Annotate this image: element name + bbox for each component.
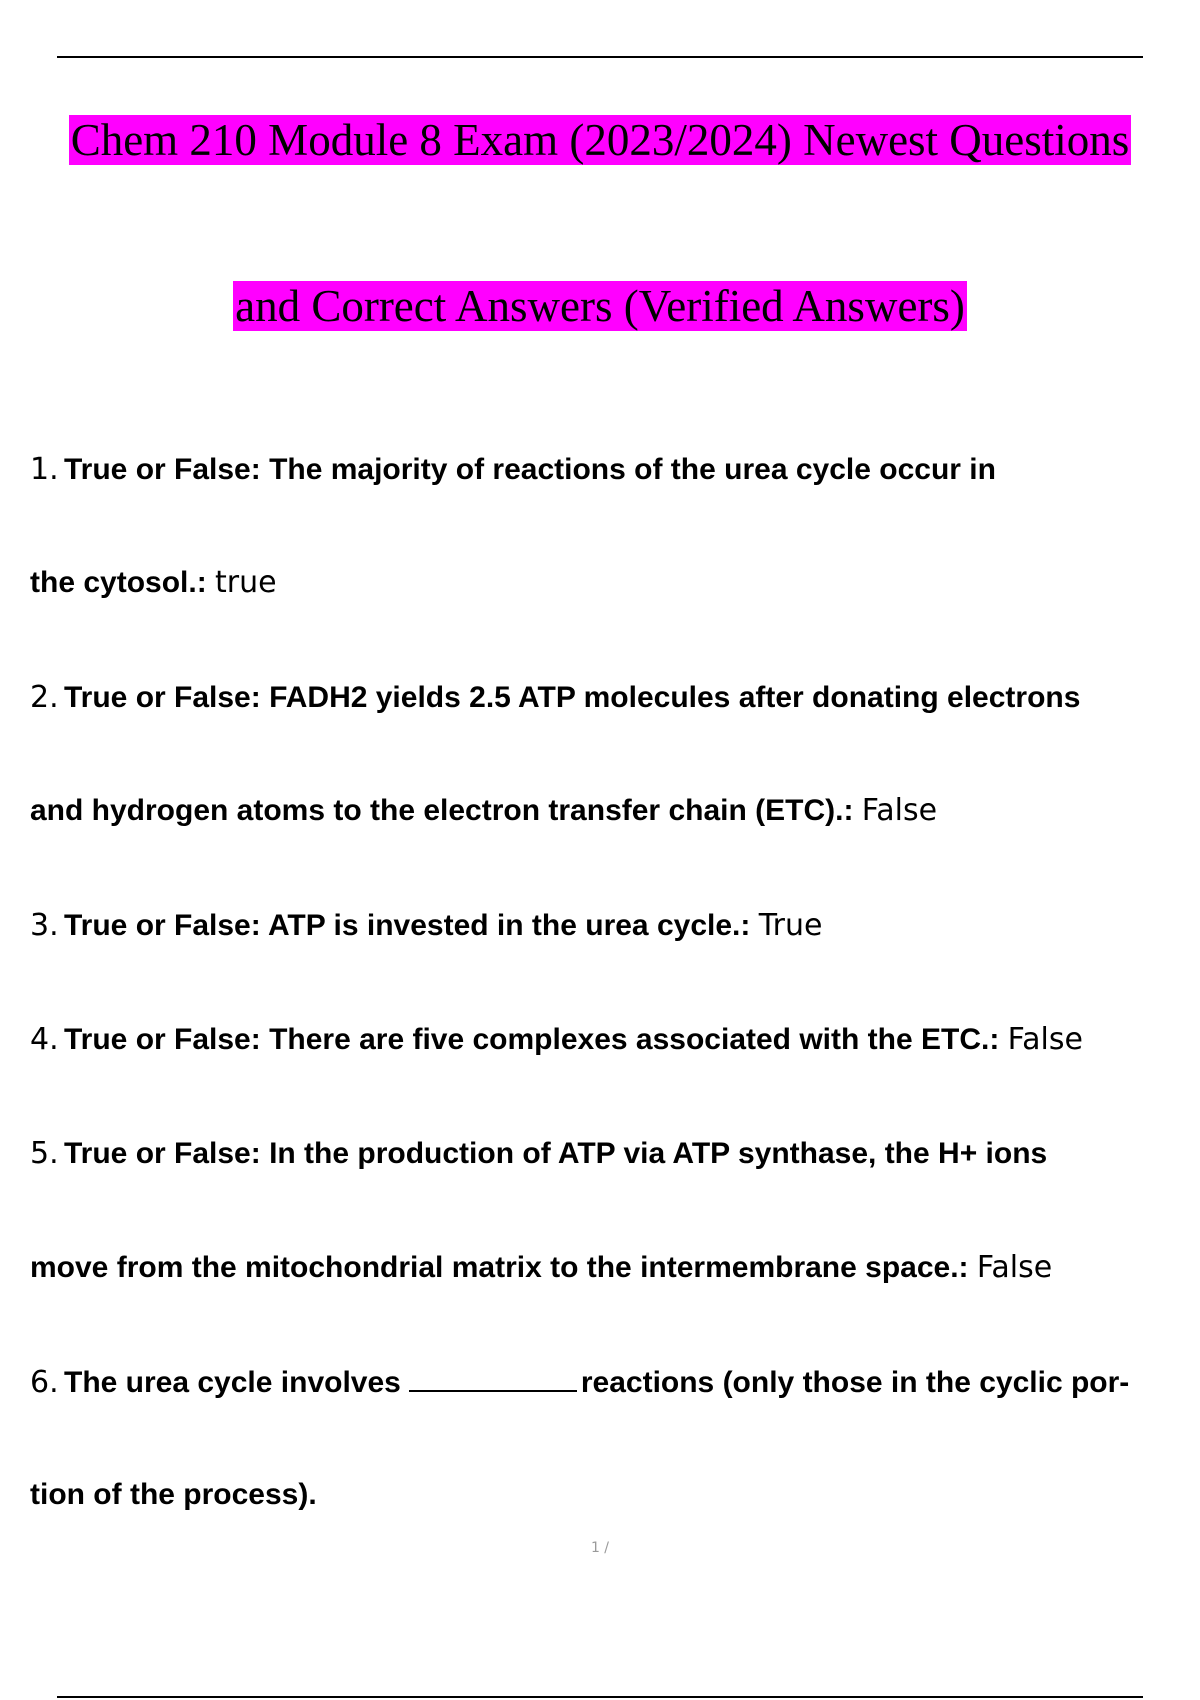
title-highlight-2: and Correct Answers (Verified Answers) <box>235 281 965 331</box>
question-6-line-1 <box>30 1362 1195 1403</box>
question-5-text-continued: move from the mitochondrial matrix to the intermembrane space.: <box>30 1251 969 1284</box>
question-6-line-2 <box>30 1475 1195 1515</box>
question-3-number: 3. <box>30 908 59 943</box>
question-6-text-continued: tion of the process). <box>30 1478 317 1511</box>
question-2-answer: False <box>861 793 938 828</box>
question-5-number: 5. <box>30 1136 59 1171</box>
question-4-text: True or False: There are five complexes associated with the ETC.: <box>64 1023 1000 1056</box>
question-2-text-continued: and hydrogen atoms to the electron transfer chain (ETC).: <box>30 794 854 827</box>
question-1-number: 1. <box>30 452 59 487</box>
question-6-number: 6. <box>30 1365 59 1400</box>
question-1-answer: true <box>215 565 277 600</box>
question-3-line-1 <box>30 906 1195 946</box>
question-6-text-after-blank: reactions (only those in the cyclic por- <box>580 1366 1130 1399</box>
question-4-number: 4. <box>30 1022 59 1057</box>
question-2-line-2 <box>30 791 1195 831</box>
question-1-text-continued: the cytosol.: <box>30 566 207 599</box>
question-6-text: The urea cycle involves <box>64 1366 401 1399</box>
document-title-line-2 <box>0 278 1200 334</box>
question-3-text: True or False: ATP is invested in the urea cycle.: <box>64 909 751 942</box>
question-1-line-2 <box>30 563 1195 603</box>
question-4-answer: False <box>1007 1022 1083 1057</box>
question-2-number: 2. <box>30 680 59 715</box>
question-1-line-1 <box>30 450 1195 490</box>
page-number: 1 / <box>590 1540 610 1556</box>
bottom-divider <box>57 1696 1143 1698</box>
question-5-text: True or False: In the production of ATP via ATP synthase, the H+ ions <box>64 1137 1048 1170</box>
document-title-line-1 <box>0 112 1200 168</box>
fill-in-blank <box>409 1362 577 1392</box>
question-5-line-1 <box>30 1134 1195 1174</box>
question-3-answer: True <box>758 908 823 943</box>
question-2-text: True or False: FADH2 yields 2.5 ATP molecules after donating electrons <box>64 681 1081 714</box>
question-2-line-1 <box>30 678 1195 718</box>
question-4-line-1 <box>30 1020 1195 1060</box>
question-1-text: True or False: The majority of reactions of the urea cycle occur in <box>64 453 996 486</box>
question-5-answer: False <box>976 1250 1053 1285</box>
top-divider <box>57 56 1143 58</box>
title-highlight-1: Chem 210 Module 8 Exam (2023/2024) Newest Questions <box>70 115 1130 165</box>
question-5-line-2 <box>30 1248 1195 1288</box>
